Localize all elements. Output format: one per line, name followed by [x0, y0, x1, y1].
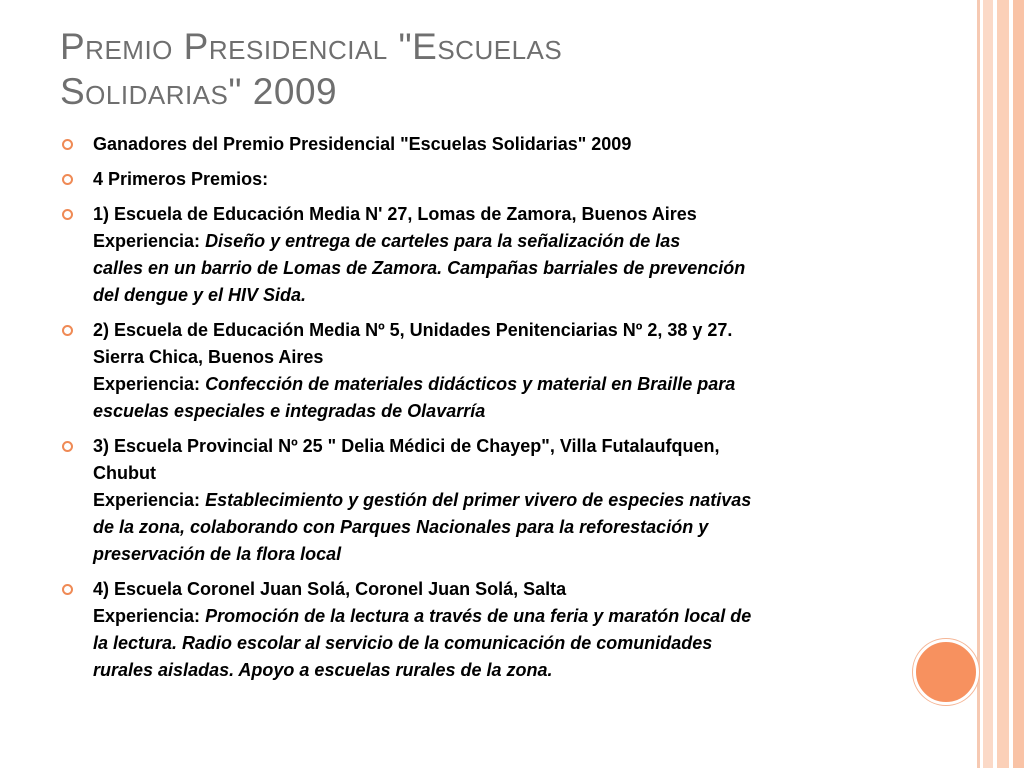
edge-stripe: [983, 0, 993, 768]
experience-text: de la zona, colaborando con Parques Nacionales para la reforestación y: [93, 517, 709, 537]
experience-text: Promoción de la lectura a través de una feria y maratón local de: [205, 606, 752, 626]
experience-text: preservación de la flora local: [93, 544, 342, 564]
experience-label: Experiencia:: [93, 231, 206, 251]
experience-line: [93, 603, 930, 630]
bullet-ring-icon: [62, 441, 73, 452]
title-line: Premio Presidencial "Escuelas: [60, 26, 563, 67]
list-item: [60, 433, 930, 568]
list-item: [60, 576, 930, 684]
experience-line: [93, 487, 930, 514]
bullet-text: 4 Primeros Premios:: [93, 169, 269, 189]
experience-text: calles en un barrio de Lomas de Zamora. Campañas barriales de prevención: [93, 258, 746, 278]
list-item: [60, 131, 930, 158]
list-item: [60, 201, 930, 309]
list-item: [60, 317, 930, 425]
bullet-ring-icon: [62, 139, 73, 150]
bullet-ring-icon: [62, 584, 73, 595]
list-item: [60, 166, 930, 193]
edge-stripe: [1013, 0, 1024, 768]
school-heading: Sierra Chica, Buenos Aires: [93, 347, 324, 367]
experience-text: Confección de materiales didácticos y material en Braille para: [205, 374, 736, 394]
edge-stripe: [977, 0, 980, 768]
title-line: Solidarias" 2009: [60, 71, 338, 112]
experience-text: rurales aisladas. Apoyo a escuelas rurales de la zona.: [93, 660, 553, 680]
bullet-ring-icon: [62, 209, 73, 220]
experience-label: Experiencia:: [93, 374, 206, 394]
experience-line: [93, 371, 930, 398]
bullet-ring-icon: [62, 325, 73, 336]
school-heading: 1) Escuela de Educación Media N' 27, Lomas de Zamora, Buenos Aires: [93, 204, 697, 224]
experience-label: Experiencia:: [93, 490, 206, 510]
slide-title: [60, 24, 920, 114]
experience-text: escuelas especiales e integradas de Olavarría: [93, 401, 486, 421]
experience-text: Diseño y entrega de carteles para la señalización de las: [205, 231, 681, 251]
experience-text: del dengue y el HIV Sida.: [93, 285, 307, 305]
bullet-ring-icon: [62, 174, 73, 185]
bullet-list: [60, 131, 930, 692]
school-heading: 4) Escuela Coronel Juan Solá, Coronel Juan Solá, Salta: [93, 579, 567, 599]
bullet-text: Ganadores del Premio Presidencial "Escuelas Solidarias" 2009: [93, 134, 632, 154]
experience-label: Experiencia:: [93, 606, 206, 626]
edge-stripe: [997, 0, 1009, 768]
school-heading: 2) Escuela de Educación Media Nº 5, Unidades Penitenciarias Nº 2, 38 y 27.: [93, 320, 733, 340]
experience-text: la lectura. Radio escolar al servicio de la comunicación de comunidades: [93, 633, 713, 653]
school-heading: 3) Escuela Provincial Nº 25 " Delia Médici de Chayep", Villa Futalaufquen,: [93, 436, 720, 456]
experience-text: Establecimiento y gestión del primer vivero de especies nativas: [205, 490, 752, 510]
experience-line: [93, 228, 930, 255]
school-heading: Chubut: [93, 463, 156, 483]
